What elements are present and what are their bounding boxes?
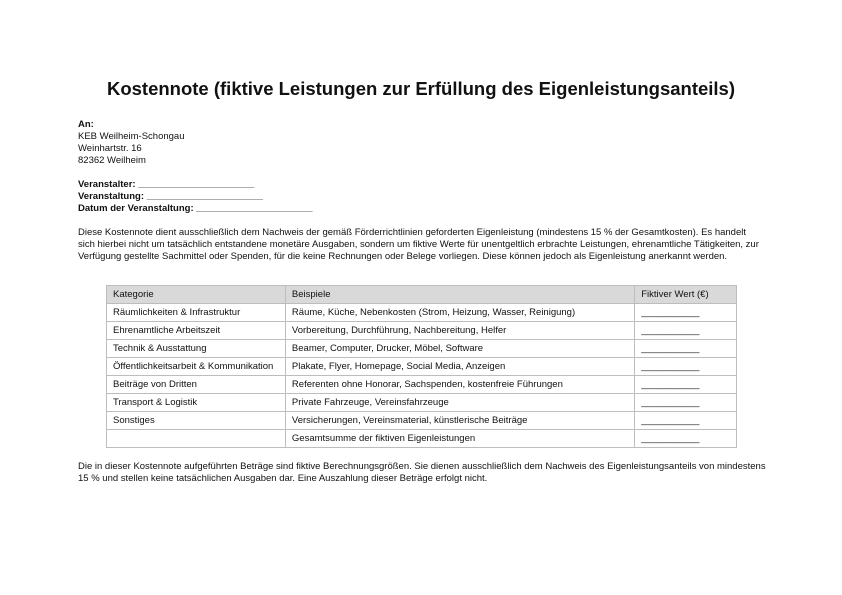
- examples-cell: Plakate, Flyer, Homepage, Social Media, Anzeigen: [285, 358, 634, 376]
- recipient-label: An:: [78, 119, 94, 130]
- examples-cell: Räume, Küche, Nebenkosten (Strom, Heizung, Wasser, Reinigung): [285, 304, 634, 322]
- examples-cell: Beamer, Computer, Drucker, Möbel, Software: [285, 340, 634, 358]
- intro-paragraph: Diese Kostennote dient ausschließlich dem Nachweis der gemäß Förderrichtlinien geforderten Eigenleistung (mindestens 15 % der Gesamtkosten). Es handelt sich hierbei nicht um tatsächlich entstandene monetäre Ausgaben, sondern um fiktive Werte für unentgeltlich erbrachte Leistungen, ehrenamtliche Tätigkeiten, zur Verfügung gestellte Sachmittel oder Spenden, für die keine Rechnungen oder Belege vorliegen. Diese können jedoch als Eigenleistung anerkannt werden.: [78, 227, 759, 262]
- event-date-field: Datum der Veranstaltung: ______________________: [78, 203, 313, 214]
- value-cell: ___________: [635, 304, 737, 322]
- category-cell: Transport & Logistik: [107, 394, 286, 412]
- recipient-block: [78, 119, 185, 167]
- table-row: [107, 394, 737, 412]
- recipient-line: KEB Weilheim-Schongau: [78, 131, 185, 142]
- table-row: [107, 358, 737, 376]
- category-cell: Ehrenamtliche Arbeitszeit: [107, 322, 286, 340]
- table-row: [107, 322, 737, 340]
- category-cell: Beiträge von Dritten: [107, 376, 286, 394]
- value-cell: ___________: [635, 394, 737, 412]
- category-cell: Räumlichkeiten & Infrastruktur: [107, 304, 286, 322]
- total-row: [107, 430, 737, 448]
- category-cell: [107, 430, 286, 448]
- table-row: [107, 412, 737, 430]
- examples-cell: Referenten ohne Honorar, Sachspenden, kostenfreie Führungen: [285, 376, 634, 394]
- event-fields: [78, 179, 312, 215]
- examples-cell: Versicherungen, Vereinsmaterial, künstlerische Beiträge: [285, 412, 634, 430]
- cost-table: [106, 285, 737, 448]
- header-category: Kategorie: [107, 286, 286, 304]
- category-cell: Technik & Ausstattung: [107, 340, 286, 358]
- value-cell: ___________: [635, 412, 737, 430]
- recipient-line: 82362 Weilheim: [78, 155, 146, 166]
- table-row: [107, 340, 737, 358]
- closing-paragraph: Die in dieser Kostennote aufgeführten Beträge sind fiktive Berechnungsgrößen. Sie dienen ausschließlich dem Nachweis des Eigenleistungsanteils von mindestens 15 % und stellen keine tatsächlichen Ausgaben dar. Eine Auszahlung dieser Beträge erfolgt nicht.: [78, 461, 766, 484]
- header-value: Fiktiver Wert (€): [635, 286, 737, 304]
- table-header-row: [107, 286, 737, 304]
- event-name-field: Veranstaltung: ______________________: [78, 191, 263, 202]
- value-cell: ___________: [635, 376, 737, 394]
- category-cell: Sonstiges: [107, 412, 286, 430]
- total-label-cell: Gesamtsumme der fiktiven Eigenleistungen: [285, 430, 634, 448]
- value-cell: ___________: [635, 322, 737, 340]
- document-title: Kostennote (fiktive Leistungen zur Erfüllung des Eigenleistungsanteils): [106, 78, 736, 99]
- value-cell: ___________: [635, 340, 737, 358]
- table-row: [107, 304, 737, 322]
- organizer-field: Veranstalter: ______________________: [78, 179, 255, 190]
- examples-cell: Vorbereitung, Durchführung, Nachbereitung, Helfer: [285, 322, 634, 340]
- total-value-cell: ___________: [635, 430, 737, 448]
- category-cell: Öffentlichkeitsarbeit & Kommunikation: [107, 358, 286, 376]
- table-row: [107, 376, 737, 394]
- examples-cell: Private Fahrzeuge, Vereinsfahrzeuge: [285, 394, 634, 412]
- recipient-line: Weinhartstr. 16: [78, 143, 142, 154]
- value-cell: ___________: [635, 358, 737, 376]
- header-examples: Beispiele: [285, 286, 634, 304]
